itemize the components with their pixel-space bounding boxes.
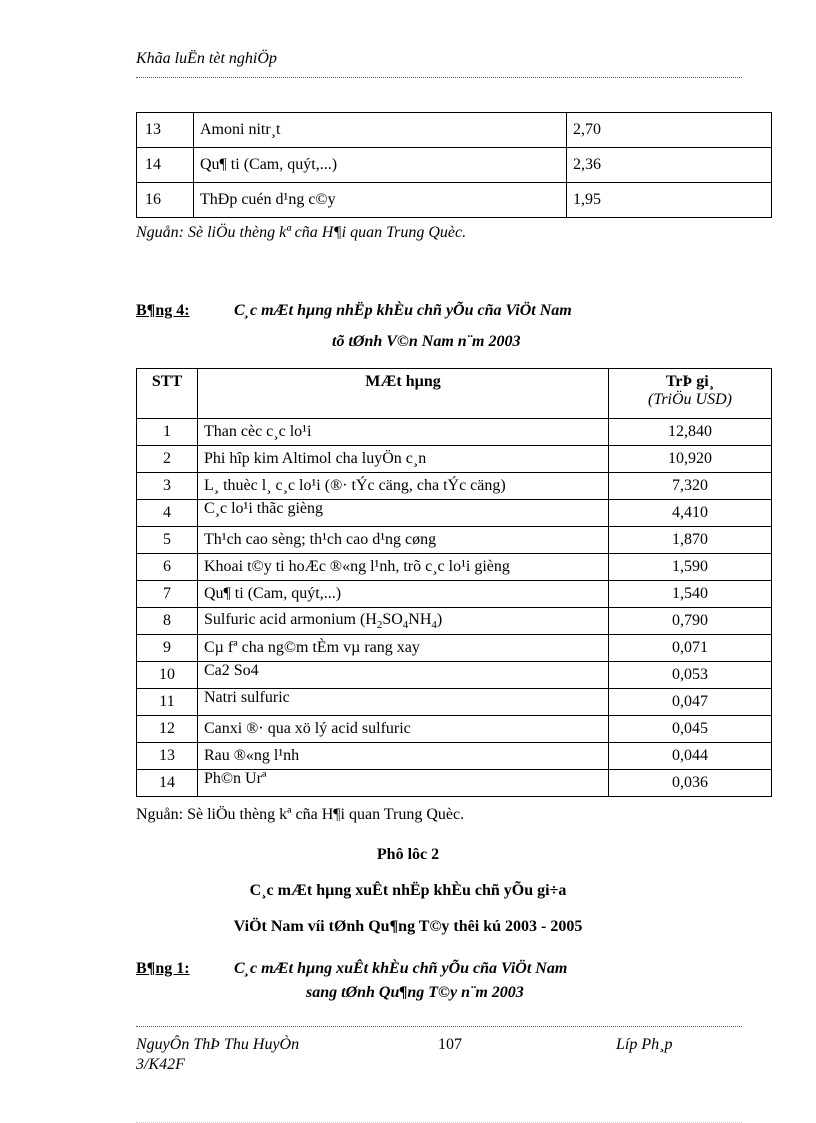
value-cell: 0,790 xyxy=(609,608,772,635)
item-cell: Ph©n Urª xyxy=(198,770,609,797)
table-row xyxy=(137,500,772,527)
value-cell: 0,053 xyxy=(609,662,772,689)
footer-page-number: 107 xyxy=(438,1036,462,1053)
value-cell: 0,047 xyxy=(609,689,772,716)
table-caption-line2: tõ tØnh V©n Nam n¨m 2003 xyxy=(332,333,521,350)
item-cell: Than cèc c¸c lo¹i xyxy=(198,419,609,446)
table-row xyxy=(137,635,772,662)
value-cell: 0,036 xyxy=(609,770,772,797)
footer-divider xyxy=(136,1026,742,1027)
item-cell: C¸c lo¹i thãc gièng xyxy=(198,500,609,527)
value-cell: 12,840 xyxy=(609,419,772,446)
stt-cell: 2 xyxy=(137,446,198,473)
table-row xyxy=(137,581,772,608)
stt-cell: 14 xyxy=(137,148,194,183)
value-cell: 7,320 xyxy=(609,473,772,500)
stt-cell: 8 xyxy=(137,608,198,635)
stt-cell: 13 xyxy=(137,113,194,148)
item-cell: Natri sulfuric xyxy=(198,689,609,716)
stt-cell: 4 xyxy=(137,500,198,527)
table-caption-line2: sang tØnh Qu¶ng T©y n¨m 2003 xyxy=(306,984,524,1001)
table-row xyxy=(137,419,772,446)
stt-cell: 11 xyxy=(137,689,198,716)
stt-cell: 5 xyxy=(137,527,198,554)
table-row xyxy=(137,113,772,148)
table-row xyxy=(137,662,772,689)
item-cell: Khoai t©y ti hoÆc ®«ng l¹nh, trõ c¸c lo¹i gièng xyxy=(198,554,609,581)
item-cell: Rau ®«ng l¹nh xyxy=(198,743,609,770)
formula-text: ) xyxy=(436,610,443,628)
stt-cell: 7 xyxy=(137,581,198,608)
formula-sub: 2 xyxy=(376,619,383,632)
formula-text: SO xyxy=(382,610,403,628)
header-value xyxy=(609,369,772,419)
table-caption-line1: C¸c mÆt hµng nhËp khÈu chñ yÕu cña ViÖt Nam xyxy=(234,302,572,319)
stt-cell: 9 xyxy=(137,635,198,662)
stt-cell: 10 xyxy=(137,662,198,689)
table-row xyxy=(137,554,772,581)
value-cell: 1,590 xyxy=(609,554,772,581)
import-table xyxy=(136,368,772,797)
item-cell: Canxi ®· qua xö lý acid sulfuric xyxy=(198,716,609,743)
table-row xyxy=(137,689,772,716)
table-row xyxy=(137,743,772,770)
stt-cell: 16 xyxy=(137,183,194,218)
value-cell: 0,071 xyxy=(609,635,772,662)
value-cell: 1,540 xyxy=(609,581,772,608)
source-note: Nguån: Sè liÖu thèng kª cña H¶i quan Trung Quèc. xyxy=(136,224,467,241)
stt-cell: 3 xyxy=(137,473,198,500)
value-cell: 1,95 xyxy=(567,183,772,218)
header-title: Khãa luËn tèt nghiÖp xyxy=(136,50,277,67)
table-row xyxy=(137,446,772,473)
item-cell: Qu¶ ti (Cam, quýt,...) xyxy=(194,148,567,183)
value-cell: 1,870 xyxy=(609,527,772,554)
header-divider xyxy=(136,77,742,78)
stt-cell: 14 xyxy=(137,770,198,797)
item-cell: Ca2 So4 xyxy=(198,662,609,689)
stt-cell: 6 xyxy=(137,554,198,581)
appendix-line2: ViÖt Nam víi tØnh Qu¶ng T©y thêi kú 2003 - 2005 xyxy=(233,918,583,935)
appendix-title: Phô lôc 2 xyxy=(376,846,440,863)
item-cell: ThÐp cuén d¹ng c©y xyxy=(194,183,567,218)
table-row xyxy=(137,608,772,635)
footer-author: NguyÔn ThÞ Thu HuyÒn xyxy=(136,1036,300,1053)
value-cell: 2,70 xyxy=(567,113,772,148)
table-row xyxy=(137,183,772,218)
appendix-line1: C¸c mÆt hµng xuÊt nhËp khÈu chñ yÕu gi÷a xyxy=(249,882,567,899)
table-header-row xyxy=(137,369,772,419)
table-row xyxy=(137,148,772,183)
formula-text: Sulfuric acid armonium (H xyxy=(204,610,377,628)
header-item: MÆt hµng xyxy=(198,369,609,419)
formula-text: NH xyxy=(408,610,432,628)
value-cell: 10,920 xyxy=(609,446,772,473)
value-cell: 2,36 xyxy=(567,148,772,183)
item-cell: Th¹ch cao sèng; th¹ch cao d¹ng cøng xyxy=(198,527,609,554)
item-cell: Phi hîp kim Altimol cha luyÖn c¸n xyxy=(198,446,609,473)
stt-cell: 13 xyxy=(137,743,198,770)
item-cell xyxy=(198,608,609,635)
table-caption-line1: C¸c mÆt hµng xuÊt khÈu chñ yÕu cña ViÖt Nam xyxy=(234,960,568,977)
header-value-unit: (TriÖu USD) xyxy=(647,391,732,408)
footer-class-code: 3/K42F xyxy=(136,1056,185,1073)
table-continuation xyxy=(136,112,772,218)
formula-sub: 4 xyxy=(402,619,409,632)
value-cell: 0,044 xyxy=(609,743,772,770)
table-label: B¶ng 4: xyxy=(136,302,190,319)
item-cell: Cµ fª cha ng©m tÈm vµ rang xay xyxy=(198,635,609,662)
header-stt: STT xyxy=(137,369,198,419)
table-label: B¶ng 1: xyxy=(136,960,190,977)
value-cell: 4,410 xyxy=(609,500,772,527)
value-cell: 0,045 xyxy=(609,716,772,743)
table-row xyxy=(137,716,772,743)
header-value-label: TrÞ gi¸ xyxy=(665,373,715,390)
footer-class-name: Líp Ph¸p xyxy=(616,1036,673,1053)
item-cell: Amoni nitr¸t xyxy=(194,113,567,148)
source-note: Nguån: Sè liÖu thèng kª cña H¶i quan Trung Quèc. xyxy=(136,806,465,823)
stt-cell: 12 xyxy=(137,716,198,743)
item-cell: Qu¶ ti (Cam, quýt,...) xyxy=(198,581,609,608)
formula-sub: 4 xyxy=(431,619,437,632)
item-cell: L¸ thuèc l¸ c¸c lo¹i (®· tÝc cäng, cha tÝc cäng) xyxy=(198,473,609,500)
table-row xyxy=(137,770,772,797)
stt-cell: 1 xyxy=(137,419,198,446)
table-row xyxy=(137,473,772,500)
table-row xyxy=(137,527,772,554)
